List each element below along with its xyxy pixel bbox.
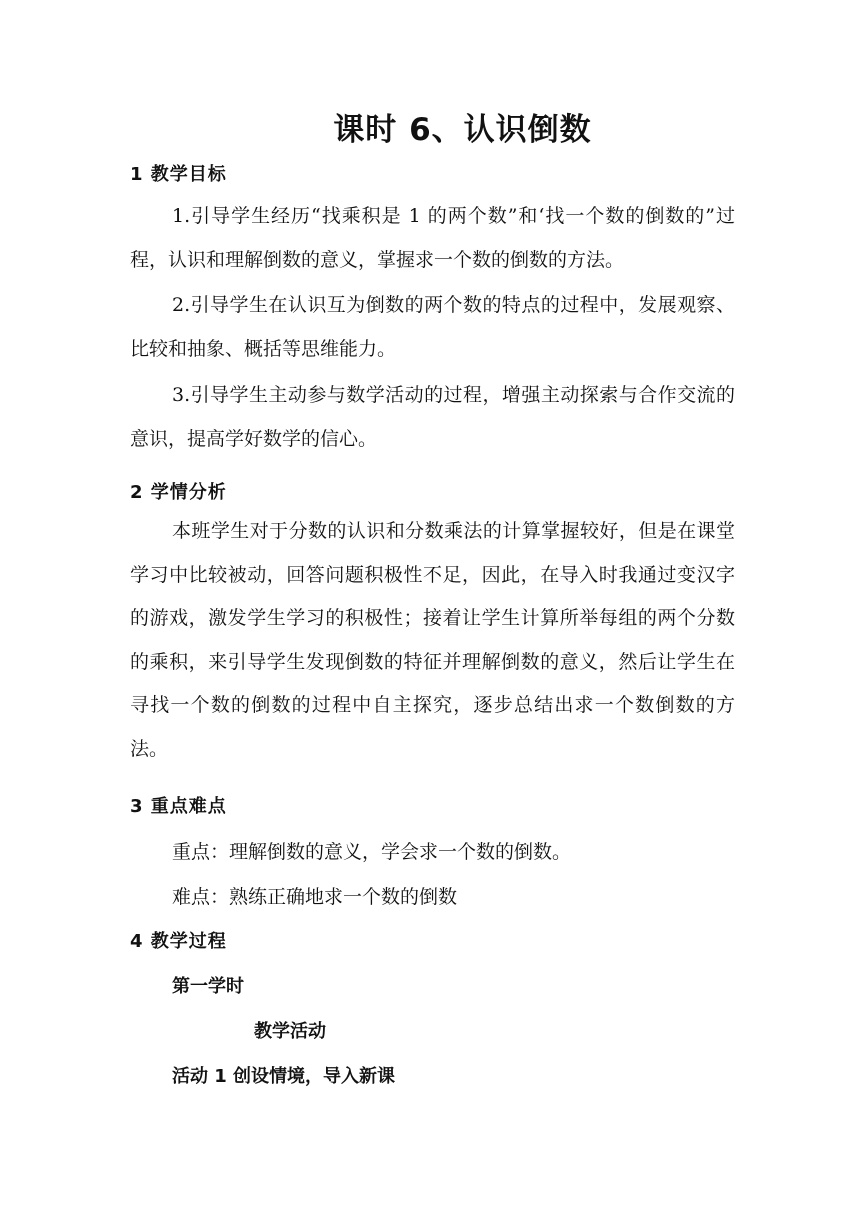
heading-process: 4 教学过程 <box>130 931 227 952</box>
heading-keypoints: 3 重点难点 <box>130 796 227 817</box>
objective-3: 3.引导学生主动参与数学活动的过程，增强主动探索与合作交流的意识，提高学好数学的信心。 <box>130 384 735 450</box>
objective-2: 2.引导学生在认识互为倒数的两个数的特点的过程中，发展观察、比较和抽象、概括等思维能力。 <box>130 294 735 360</box>
heading-objectives: 1 教学目标 <box>130 164 227 185</box>
period-label: 第一学时 <box>172 976 244 997</box>
objective-1: 1.引导学生经历“找乘积是 1 的两个数”和‘找一个数的倒数的”过程，认识和理解倒数的意义，掌握求一个数的倒数的方法。 <box>130 205 735 271</box>
difficulty-point: 难点：熟练正确地求一个数的倒数 <box>172 886 458 908</box>
key-point: 重点：理解倒数的意义，学会求一个数的倒数。 <box>172 841 572 863</box>
activities-label: 教学活动 <box>254 1021 326 1042</box>
analysis-paragraph: 本班学生对于分数的认识和分数乘法的计算掌握较好，但是在课堂学习中比较被动，回答问题积极性不足，因此，在导入时我通过变汉字的游戏，激发学生学习的积极性；接着让学生计算所举每组的两个分数的乘积，来引导学生发现倒数的特征并理解倒数的意义，然后让学生在寻找一个数的倒数的过程中自主探究，逐步总结出求一个数倒数的方法。 <box>130 520 735 760</box>
heading-analysis: 2 学情分析 <box>130 482 227 503</box>
document-title: 课时 6、认识倒数 <box>333 112 592 148</box>
activity-1-heading: 活动 1 创设情境，导入新课 <box>172 1066 396 1087</box>
